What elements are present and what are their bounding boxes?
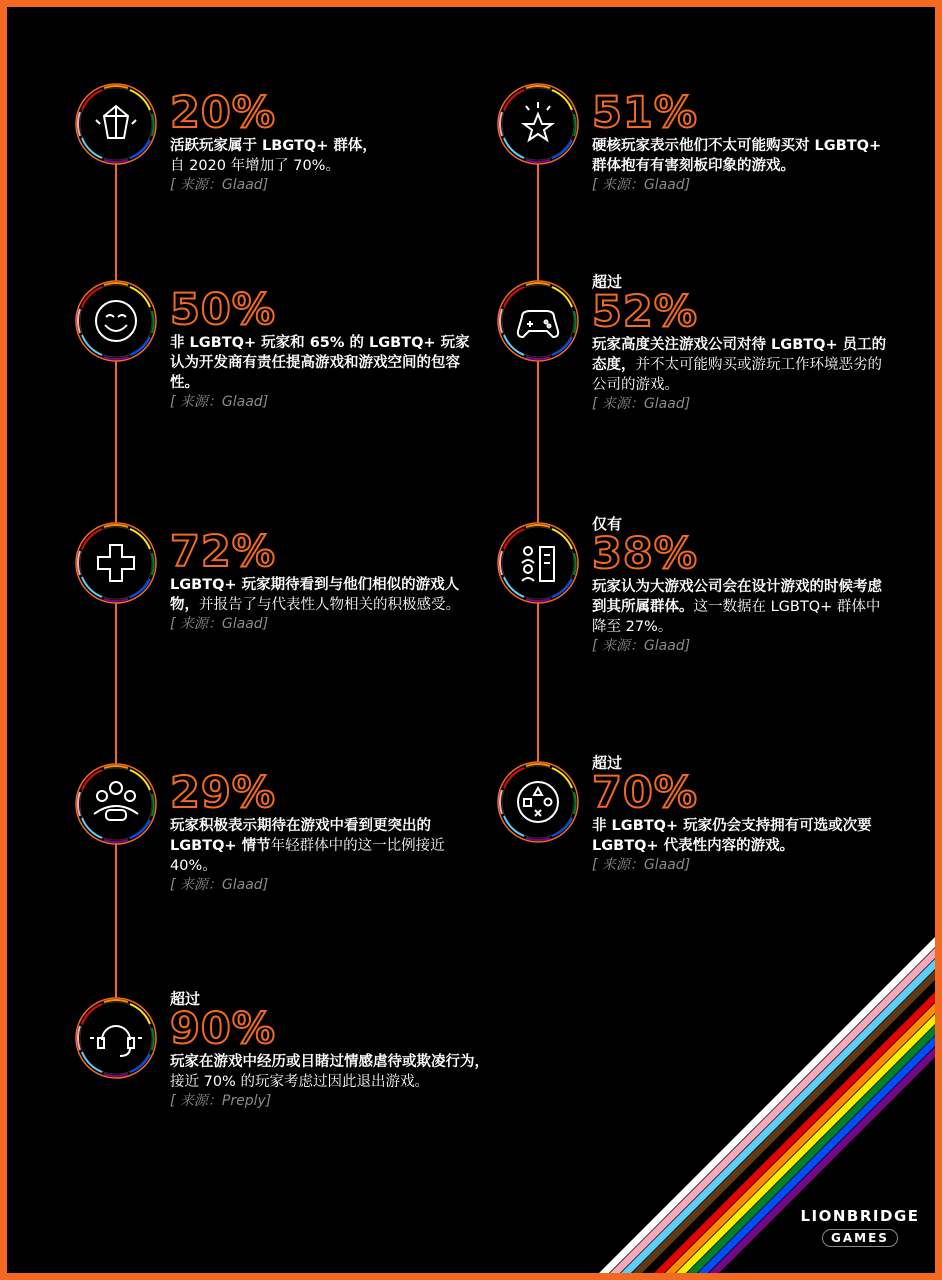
stat-prefix: 超过 [592, 273, 623, 291]
stat-source: [ 来源：Glaad] [170, 177, 269, 193]
stat-description: LGBTQ+ 玩家期待看到与他们相似的游戏人物，并报告了与代表性人物相关的积极感受。 [170, 577, 460, 613]
stat-percentage: 20% [170, 88, 276, 138]
stat-percentage: 51% [592, 88, 698, 138]
brand-sub: GAMES [822, 1229, 898, 1247]
stat-description: 玩家在游戏中经历或目睹过情感虐待或欺凌行为， 接近 70% 的玩家考虑过因此退出游戏。 [170, 1054, 489, 1090]
smiley-face-icon [72, 277, 160, 365]
gem-icon [72, 80, 160, 168]
stat-description: 硬核玩家表示他们不太可能购买对 LGBTQ+ 群体抱有有害刻板印象的游戏。 [592, 138, 882, 174]
stars-icon [494, 80, 582, 168]
stat-percentage: 29% [170, 768, 276, 818]
stat-percentage: 72% [170, 527, 276, 577]
stat-source: [ 来源：Glaad] [170, 877, 269, 893]
stat-source: [ 来源：Glaad] [592, 638, 691, 654]
stat-source: [ 来源：Glaad] [592, 857, 691, 873]
stat-percentage: 90% [170, 1004, 276, 1054]
gamepad-buttons-icon [494, 758, 582, 846]
stat-description: 非 LGBTQ+ 玩家仍会支持拥有可选或次要 LGBTQ+ 代表性内容的游戏。 [592, 818, 872, 854]
stat-source: [ 来源：Glaad] [592, 396, 691, 412]
stat-prefix: 仅有 [592, 515, 623, 533]
brand-name: LIONBRIDGE [800, 1207, 920, 1225]
stat-source: [ 来源：Glaad] [170, 616, 269, 632]
stat-percentage: 38% [592, 529, 698, 579]
stat-prefix: 超过 [170, 990, 201, 1008]
stat-description: 非 LGBTQ+ 玩家和 65% 的 LGBTQ+ 玩家认为开发商有责任提高游戏和游戏空间的包容性。 [170, 335, 470, 391]
stat-percentage: 52% [592, 287, 698, 337]
people-board-icon [494, 519, 582, 607]
headset-icon [72, 994, 160, 1082]
timeline-right [537, 160, 539, 800]
stat-source: [ 来源：Preply] [170, 1093, 272, 1109]
game-controller-icon [494, 277, 582, 365]
lionbridge-games-logo [800, 1207, 920, 1247]
stat-description: 活跃玩家属于 LBGTQ+ 群体， 自 2020 年增加了 70%。 [170, 138, 377, 174]
stat-prefix: 超过 [592, 754, 623, 772]
group-gaming-icon [72, 760, 160, 848]
stat-percentage: 50% [170, 285, 276, 335]
dpad-icon [72, 519, 160, 607]
stat-source: [ 来源：Glaad] [170, 394, 269, 410]
stat-description: 玩家高度关注游戏公司对待 LGBTQ+ 员工的态度，并不太可能购买或游玩工作环境恶劣的公司的游戏。 [592, 337, 887, 393]
stat-description: 玩家认为大游戏公司会在设计游戏的时候考虑到其所属群体。这一数据在 LGBTQ+ 群体中降至 27%。 [592, 579, 882, 635]
stat-description: 玩家积极表示期待在游戏中看到更突出的 LGBTQ+ 情节年轻群体中的这一比例接近 40%。 [170, 818, 445, 874]
stat-percentage: 70% [592, 768, 698, 818]
stat-source: [ 来源：Glaad] [592, 177, 691, 193]
